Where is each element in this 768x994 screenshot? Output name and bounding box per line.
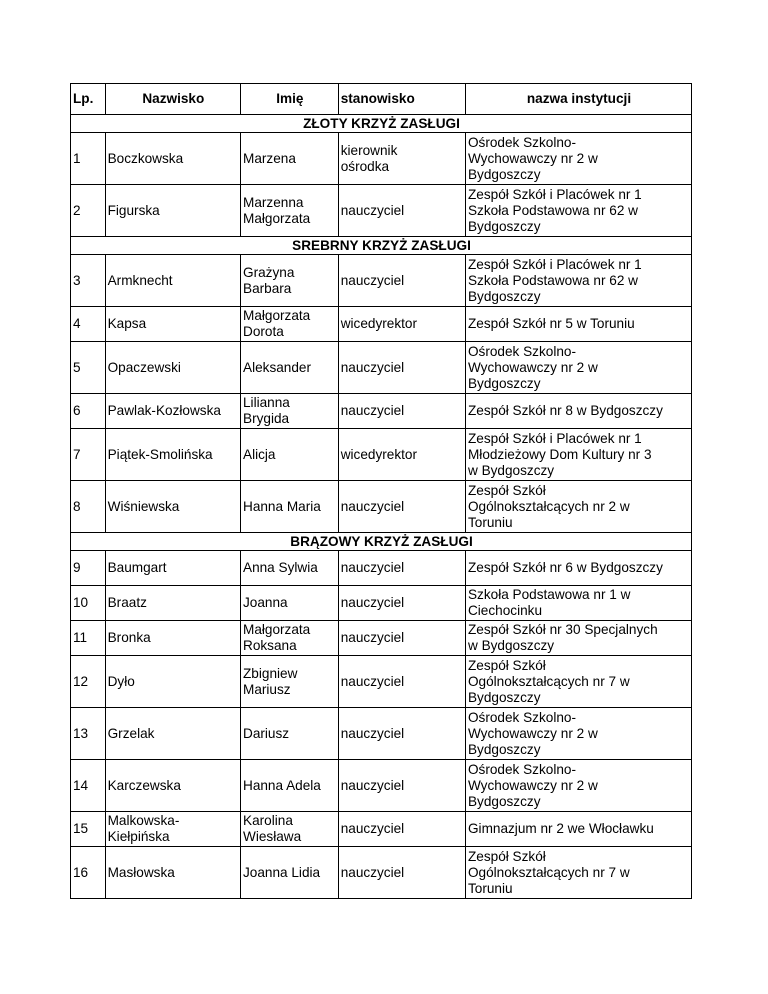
table-row bbox=[71, 847, 692, 899]
table-row bbox=[71, 429, 692, 481]
cell-lp: 16 bbox=[71, 847, 106, 899]
section-row bbox=[71, 115, 692, 133]
section-row bbox=[71, 533, 692, 551]
table-row bbox=[71, 656, 692, 708]
cell-instytucja: Szkoła Podstawowa nr 1 w Ciechocinku bbox=[465, 586, 691, 621]
table-row bbox=[71, 185, 692, 237]
cell-instytucja: Zespół Szkół nr 30 Specjalnych w Bydgoszczy bbox=[465, 621, 691, 656]
cell-instytucja: Zespół Szkół Ogólnokształcących nr 7 w Bydgoszczy bbox=[465, 656, 691, 708]
cell-stanowisko: nauczyciel bbox=[338, 621, 465, 656]
header-nazwisko: Nazwisko bbox=[105, 84, 240, 115]
cell-lp: 1 bbox=[71, 133, 106, 185]
header-lp: Lp. bbox=[71, 84, 106, 115]
cell-stanowisko: nauczyciel bbox=[338, 551, 465, 586]
cell-instytucja: Gimnazjum nr 2 we Włocławku bbox=[465, 812, 691, 847]
cell-lp: 6 bbox=[71, 394, 106, 429]
cell-instytucja: Ośrodek Szkolno- Wychowawczy nr 2 w Bydgoszczy bbox=[465, 708, 691, 760]
table-body bbox=[71, 115, 692, 899]
cell-instytucja: Ośrodek Szkolno- Wychowawczy nr 2 w Bydgoszczy bbox=[465, 342, 691, 394]
cell-imie: Dariusz bbox=[241, 708, 339, 760]
cell-imie: Anna Sylwia bbox=[241, 551, 339, 586]
cell-imie: Hanna Adela bbox=[241, 760, 339, 812]
cell-stanowisko: wicedyrektor bbox=[338, 307, 465, 342]
table-row bbox=[71, 394, 692, 429]
cell-imie: Lilianna Brygida bbox=[241, 394, 339, 429]
cell-stanowisko: nauczyciel bbox=[338, 394, 465, 429]
cell-stanowisko: nauczyciel bbox=[338, 342, 465, 394]
table-row bbox=[71, 481, 692, 533]
cell-nazwisko: Boczkowska bbox=[105, 133, 240, 185]
cell-nazwisko: Figurska bbox=[105, 185, 240, 237]
cell-lp: 9 bbox=[71, 551, 106, 586]
cell-lp: 13 bbox=[71, 708, 106, 760]
cell-imie: Karolina Wiesława bbox=[241, 812, 339, 847]
cell-instytucja: Zespół Szkół nr 5 w Toruniu bbox=[465, 307, 691, 342]
cell-nazwisko: Baumgart bbox=[105, 551, 240, 586]
cell-nazwisko: Masłowska bbox=[105, 847, 240, 899]
cell-stanowisko: nauczyciel bbox=[338, 708, 465, 760]
cell-nazwisko: Armknecht bbox=[105, 255, 240, 307]
cell-lp: 8 bbox=[71, 481, 106, 533]
cell-imie: Hanna Maria bbox=[241, 481, 339, 533]
cell-stanowisko: nauczyciel bbox=[338, 656, 465, 708]
cell-instytucja: Zespół Szkół nr 8 w Bydgoszczy bbox=[465, 394, 691, 429]
table-row bbox=[71, 812, 692, 847]
cell-stanowisko: nauczyciel bbox=[338, 255, 465, 307]
cell-imie: Aleksander bbox=[241, 342, 339, 394]
cell-instytucja: Ośrodek Szkolno- Wychowawczy nr 2 w Bydgoszczy bbox=[465, 133, 691, 185]
table-row bbox=[71, 342, 692, 394]
cell-lp: 14 bbox=[71, 760, 106, 812]
header-instytucja: nazwa instytucji bbox=[465, 84, 691, 115]
cell-lp: 5 bbox=[71, 342, 106, 394]
cell-lp: 7 bbox=[71, 429, 106, 481]
cell-nazwisko: Malkowska- Kiełpińska bbox=[105, 812, 240, 847]
table-row bbox=[71, 621, 692, 656]
cell-imie: Małgorzata Dorota bbox=[241, 307, 339, 342]
cell-nazwisko: Piątek-Smolińska bbox=[105, 429, 240, 481]
cell-instytucja: Zespół Szkół Ogólnokształcących nr 2 w Toruniu bbox=[465, 481, 691, 533]
cell-stanowisko: wicedyrektor bbox=[338, 429, 465, 481]
cell-instytucja: Zespół Szkół i Placówek nr 1 Szkoła Podstawowa nr 62 w Bydgoszczy bbox=[465, 185, 691, 237]
table-row bbox=[71, 133, 692, 185]
cell-nazwisko: Bronka bbox=[105, 621, 240, 656]
cell-nazwisko: Pawlak-Kozłowska bbox=[105, 394, 240, 429]
table-row bbox=[71, 760, 692, 812]
table-row bbox=[71, 586, 692, 621]
cell-instytucja: Zespół Szkół i Placówek nr 1 Szkoła Podstawowa nr 62 w Bydgoszczy bbox=[465, 255, 691, 307]
cell-stanowisko: kierownik ośrodka bbox=[338, 133, 465, 185]
cell-stanowisko: nauczyciel bbox=[338, 586, 465, 621]
cell-nazwisko: Opaczewski bbox=[105, 342, 240, 394]
cell-nazwisko: Grzelak bbox=[105, 708, 240, 760]
cell-instytucja: Zespół Szkół nr 6 w Bydgoszczy bbox=[465, 551, 691, 586]
cell-imie: Zbigniew Mariusz bbox=[241, 656, 339, 708]
cell-imie: Małgorzata Roksana bbox=[241, 621, 339, 656]
cell-imie: Joanna Lidia bbox=[241, 847, 339, 899]
cell-imie: Marzenna Małgorzata bbox=[241, 185, 339, 237]
cell-imie: Alicja bbox=[241, 429, 339, 481]
cell-imie: Joanna bbox=[241, 586, 339, 621]
cell-lp: 15 bbox=[71, 812, 106, 847]
cell-imie: Grażyna Barbara bbox=[241, 255, 339, 307]
cell-lp: 12 bbox=[71, 656, 106, 708]
cell-nazwisko: Karczewska bbox=[105, 760, 240, 812]
section-title: ZŁOTY KRZYŻ ZASŁUGI bbox=[71, 115, 692, 133]
cell-stanowisko: nauczyciel bbox=[338, 847, 465, 899]
cell-stanowisko: nauczyciel bbox=[338, 760, 465, 812]
cell-stanowisko: nauczyciel bbox=[338, 812, 465, 847]
cell-instytucja: Zespół Szkół i Placówek nr 1 Młodzieżowy Dom Kultury nr 3 w Bydgoszczy bbox=[465, 429, 691, 481]
awards-table bbox=[70, 83, 692, 899]
header-stanowisko: stanowisko bbox=[338, 84, 465, 115]
table-row bbox=[71, 708, 692, 760]
cell-stanowisko: nauczyciel bbox=[338, 481, 465, 533]
table-row bbox=[71, 551, 692, 586]
cell-stanowisko: nauczyciel bbox=[338, 185, 465, 237]
cell-nazwisko: Dyło bbox=[105, 656, 240, 708]
section-row bbox=[71, 237, 692, 255]
section-title: BRĄZOWY KRZYŻ ZASŁUGI bbox=[71, 533, 692, 551]
cell-instytucja: Zespół Szkół Ogólnokształcących nr 7 w Toruniu bbox=[465, 847, 691, 899]
cell-nazwisko: Kapsa bbox=[105, 307, 240, 342]
table-row bbox=[71, 307, 692, 342]
header-row bbox=[71, 84, 692, 115]
table-row bbox=[71, 255, 692, 307]
cell-lp: 2 bbox=[71, 185, 106, 237]
cell-nazwisko: Braatz bbox=[105, 586, 240, 621]
cell-imie: Marzena bbox=[241, 133, 339, 185]
header-imie: Imię bbox=[241, 84, 339, 115]
cell-lp: 3 bbox=[71, 255, 106, 307]
cell-lp: 10 bbox=[71, 586, 106, 621]
cell-instytucja: Ośrodek Szkolno- Wychowawczy nr 2 w Bydgoszczy bbox=[465, 760, 691, 812]
cell-lp: 4 bbox=[71, 307, 106, 342]
cell-lp: 11 bbox=[71, 621, 106, 656]
section-title: SREBRNY KRZYŻ ZASŁUGI bbox=[71, 237, 692, 255]
cell-nazwisko: Wiśniewska bbox=[105, 481, 240, 533]
